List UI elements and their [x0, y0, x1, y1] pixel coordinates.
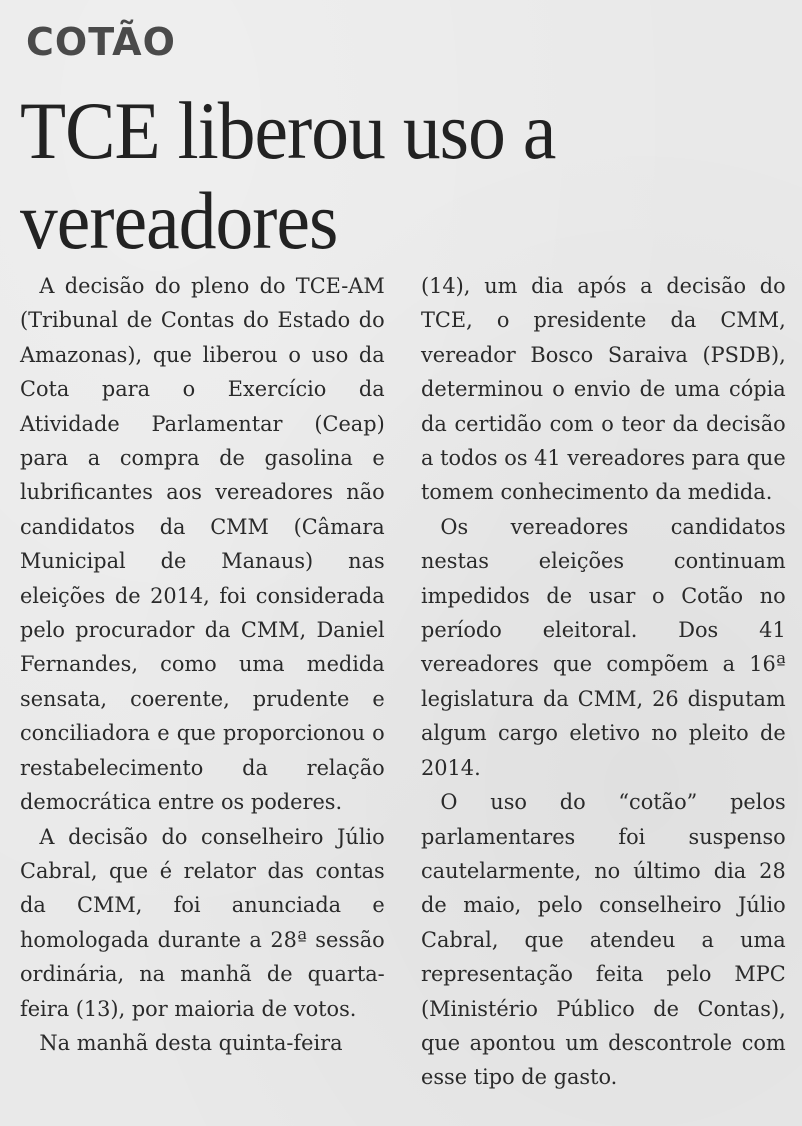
body-paragraph: A decisão do conselheiro Júlio Cabral, que é relator das contas da CMM, foi anunciada e homologada durante a 28ª sessão ordinária, na manhã de quarta-feira (13), por maioria de votos. [20, 824, 385, 1022]
body-paragraph: A decisão do pleno do TCE-AM (Tribunal de Contas do Estado do Amazonas), que liberou o uso da Cota para o Exercício da Atividade Parlamentar (Ceap) para a compra de gasolina e lubrificantes aos vereadores não candidatos da CMM (Câmara Municipal de Manaus) nas eleições de 2014, foi considerada pelo procurador da CMM, Daniel Fernandes, como uma medida sensata, coerente, prudente e conciliadora e que proporcionou o restabelecimento da relação democrática entre os poderes. [20, 274, 385, 816]
body-paragraph: O uso do “cotão” pelos parlamentares foi suspenso cautelarmente, no último dia 28 de maio, pelo conselheiro Júlio Cabral, que atendeu a uma representação feita pelo MPC (Ministério Público de Contas), que apontou um descontrole com esse tipo de gasto. [421, 790, 786, 1091]
article-headline: TCE liberou uso a vereadores [20, 85, 556, 266]
body-paragraph: (14), um dia após a decisão do TCE, o presidente da CMM, vereador Bosco Saraiva (PSDB), determinou o envio de uma cópia da certidão com o teor da decisão a todos os 41 vereadores para que tomem conhecimento da medida. [421, 274, 786, 506]
article-column-right [421, 270, 786, 1096]
article-body [20, 270, 790, 1120]
body-paragraph: Os vereadores candidatos nestas eleições continuam impedidos de usar o Cotão no período eleitoral. Dos 41 vereadores que compõem a 16ª legislatura da CMM, 26 disputam algum cargo eletivo no pleito de 2014. [421, 514, 786, 781]
body-paragraph: Na manhã desta quinta-feira [39, 1030, 343, 1056]
article-column-left [20, 270, 385, 1061]
section-kicker: COTÃO [26, 20, 176, 64]
